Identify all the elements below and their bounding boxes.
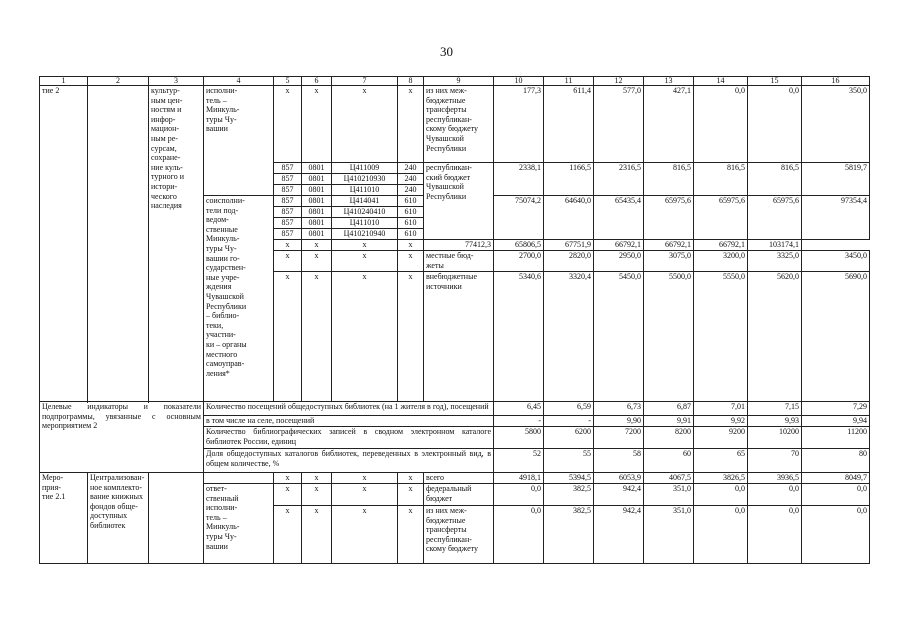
table-row: [40, 86, 870, 163]
code-cell: 0801: [302, 163, 332, 174]
value-cell: 0,0: [694, 86, 748, 163]
funding-source: из них меж- бюджетные трансферты республикан- скому бюджету Чувашской Республики: [424, 86, 494, 163]
code-cell: 610: [398, 229, 424, 240]
code-cell: 610: [398, 196, 424, 207]
value-cell: 80: [802, 449, 870, 473]
code-cell: x: [274, 251, 302, 272]
value-cell: 9200: [694, 427, 748, 449]
code-cell: x: [302, 272, 332, 402]
value-cell: 58: [594, 449, 644, 473]
code-cell: x: [398, 473, 424, 484]
value-cell: 0,0: [748, 484, 802, 506]
executor-label: ответ- ственный исполни- тель – Минкуль- туры Чу- вашии: [204, 484, 274, 564]
value-cell: 6200: [544, 427, 594, 449]
value-cell: -: [544, 416, 594, 427]
code-cell: x: [274, 484, 302, 506]
value-cell: 65: [694, 449, 748, 473]
value-cell: 8049,7: [802, 473, 870, 484]
value-cell: 2820,0: [544, 251, 594, 272]
code-cell: 0801: [302, 207, 332, 218]
value-cell: 2316,5: [594, 163, 644, 196]
header-cell: 15: [748, 77, 802, 86]
value-cell: 0,0: [748, 506, 802, 564]
value-cell: 5340,6: [494, 272, 544, 402]
value-cell: 177,3: [494, 86, 544, 163]
value-cell: 816,5: [644, 163, 694, 196]
indicator-row: [40, 402, 870, 416]
value-cell: 0,0: [802, 484, 870, 506]
value-cell: 0,0: [802, 506, 870, 564]
value-cell: -: [494, 416, 544, 427]
funding-source: всего: [424, 473, 494, 484]
value-cell: 97354,4: [802, 196, 870, 240]
value-cell: 0,0: [694, 484, 748, 506]
value-cell: 0,0: [694, 506, 748, 564]
code-cell: 857: [274, 196, 302, 207]
value-cell: 6,45: [494, 402, 544, 416]
page-number: 30: [440, 44, 453, 59]
code-cell: 857: [274, 207, 302, 218]
code-cell: 610: [398, 207, 424, 218]
header-cell: 13: [644, 77, 694, 86]
value-cell: 77412,3: [424, 240, 494, 251]
code-cell: x: [274, 272, 302, 402]
code-cell: 240: [398, 163, 424, 174]
value-cell: 351,0: [644, 506, 694, 564]
header-cell: 8: [398, 77, 424, 86]
value-cell: 11200: [802, 427, 870, 449]
header-cell: 10: [494, 77, 544, 86]
value-cell: 65975,6: [694, 196, 748, 240]
indicator-text: Количество библиографических записей в сводном электронном каталоге библиотек России, единиц: [204, 427, 494, 449]
value-cell: 103174,1: [748, 240, 802, 251]
value-cell: 7,29: [802, 402, 870, 416]
value-cell: 7,15: [748, 402, 802, 416]
code-cell: Ц410210940: [332, 229, 398, 240]
code-cell: 0801: [302, 174, 332, 185]
code-cell: Ц411010: [332, 218, 398, 229]
value-cell: 65975,6: [748, 196, 802, 240]
value-cell: 942,4: [594, 506, 644, 564]
value-cell: 66792,1: [694, 240, 748, 251]
value-cell: 66792,1: [594, 240, 644, 251]
value-cell: 942,4: [594, 484, 644, 506]
code-cell: 0801: [302, 185, 332, 196]
value-cell: 611,4: [544, 86, 594, 163]
value-cell: 9,90: [594, 416, 644, 427]
code-cell: x: [302, 251, 332, 272]
header-cell: 7: [332, 77, 398, 86]
code-cell: Ц410240410: [332, 207, 398, 218]
funding-source: из них меж- бюджетные трансферты республикан- скому бюджету: [424, 506, 494, 564]
value-cell: 3936,5: [748, 473, 802, 484]
table-row: [40, 473, 870, 484]
header-cell: 6: [302, 77, 332, 86]
value-cell: 382,5: [544, 506, 594, 564]
value-cell: 9,91: [644, 416, 694, 427]
code-cell: x: [398, 240, 424, 251]
value-cell: 5394,5: [544, 473, 594, 484]
code-cell: 0801: [302, 229, 332, 240]
value-cell: 350,0: [802, 86, 870, 163]
value-cell: 75074,2: [494, 196, 544, 240]
code-cell: Ц410210930: [332, 174, 398, 185]
code-cell: x: [332, 240, 398, 251]
code-cell: 0801: [302, 196, 332, 207]
value-cell: 67751,9: [544, 240, 594, 251]
value-cell: 382,5: [544, 484, 594, 506]
value-cell: 3320,4: [544, 272, 594, 402]
code-cell: x: [302, 506, 332, 564]
funding-source: местные бюд- жеты: [424, 251, 494, 272]
indicator-text: в том числе на селе, посещений: [204, 416, 494, 427]
value-cell: 7,01: [694, 402, 748, 416]
empty-cell: [204, 473, 274, 484]
header-cell: 3: [149, 77, 204, 86]
code-cell: 857: [274, 163, 302, 174]
value-cell: 3325,0: [748, 251, 802, 272]
value-cell: 64640,0: [544, 196, 594, 240]
header-cell: 1: [40, 77, 88, 86]
value-cell: 816,5: [694, 163, 748, 196]
value-cell: 3200,0: [694, 251, 748, 272]
header-cell: 11: [544, 77, 594, 86]
value-cell: 52: [494, 449, 544, 473]
value-cell: 1166,5: [544, 163, 594, 196]
value-cell: 5450,0: [594, 272, 644, 402]
value-cell: 5500,0: [644, 272, 694, 402]
header-row: [40, 77, 870, 86]
value-cell: 351,0: [644, 484, 694, 506]
code-cell: 610: [398, 218, 424, 229]
indicator-text: Количество посещений общедоступных библиотек (на 1 жителя в год), посещений: [204, 402, 494, 416]
value-cell: 427,1: [644, 86, 694, 163]
value-cell: 9,92: [694, 416, 748, 427]
code-cell: Ц414041: [332, 196, 398, 207]
value-cell: 55: [544, 449, 594, 473]
code-cell: x: [332, 251, 398, 272]
funding-source: федеральный бюджет: [424, 484, 494, 506]
code-cell: 857: [274, 185, 302, 196]
value-cell: 5620,0: [748, 272, 802, 402]
empty-cell: [88, 86, 149, 402]
value-cell: 66792,1: [644, 240, 694, 251]
value-cell: 5800: [494, 427, 544, 449]
code-cell: x: [398, 86, 424, 163]
header-cell: 9: [424, 77, 494, 86]
value-cell: 2338,1: [494, 163, 544, 196]
code-cell: x: [274, 506, 302, 564]
executor-label: исполни- тель – Минкуль- туры Чу- вашии: [204, 86, 274, 196]
code-cell: x: [332, 86, 398, 163]
code-cell: 240: [398, 185, 424, 196]
header-cell: 5: [274, 77, 302, 86]
empty-cell: [149, 473, 204, 564]
value-cell: 5690,0: [802, 272, 870, 402]
code-cell: 857: [274, 229, 302, 240]
value-cell: 4067,5: [644, 473, 694, 484]
indicator-text: Доля общедоступных каталогов библиотек, переведенных в электронный вид, в общем количестве, %: [204, 449, 494, 473]
code-cell: x: [274, 473, 302, 484]
value-cell: 6,59: [544, 402, 594, 416]
section-label: Меро- прия- тие 2.1: [40, 473, 88, 564]
code-cell: x: [302, 86, 332, 163]
value-cell: 60: [644, 449, 694, 473]
value-cell: 3450,0: [802, 251, 870, 272]
code-cell: x: [302, 484, 332, 506]
value-cell: 3826,5: [694, 473, 748, 484]
measure-description: культур- ным цен- ностям и инфор- мацион- ным ре- сурсам, сохране- ние куль- турного и истори- ческого наследия: [149, 86, 204, 402]
value-cell: 577,0: [594, 86, 644, 163]
funding-source: республикан- ский бюджет Чувашской Республики: [424, 163, 494, 240]
value-cell: 2700,0: [494, 251, 544, 272]
code-cell: Ц411009: [332, 163, 398, 174]
value-cell: 3075,0: [644, 251, 694, 272]
section-label: тие 2: [40, 86, 88, 402]
code-cell: 240: [398, 174, 424, 185]
value-cell: 0,0: [494, 506, 544, 564]
value-cell: 6,73: [594, 402, 644, 416]
code-cell: x: [274, 86, 302, 163]
code-cell: x: [398, 506, 424, 564]
value-cell: 0,0: [748, 86, 802, 163]
value-cell: 65806,5: [494, 240, 544, 251]
header-cell: 16: [802, 77, 870, 86]
value-cell: 10200: [748, 427, 802, 449]
funding-source: внебюджетные источники: [424, 272, 494, 402]
code-cell: x: [332, 272, 398, 402]
code-cell: x: [332, 473, 398, 484]
value-cell: 0,0: [494, 484, 544, 506]
value-cell: 816,5: [748, 163, 802, 196]
code-cell: Ц411010: [332, 185, 398, 196]
budget-table: [39, 76, 870, 564]
value-cell: 9,94: [802, 416, 870, 427]
code-cell: 857: [274, 218, 302, 229]
value-cell: 4918,1: [494, 473, 544, 484]
code-cell: x: [398, 484, 424, 506]
value-cell: 70: [748, 449, 802, 473]
value-cell: 65435,4: [594, 196, 644, 240]
co-executor-label: соисполни- тели под- ведом- ственные Минкуль- туры Чу- вашии го- сударствен- ные учре- ждения Чувашской Республики – библио- теки, участни- ки – органы местного самоуправ- ления*: [204, 196, 274, 402]
code-cell: x: [332, 506, 398, 564]
code-cell: 0801: [302, 218, 332, 229]
value-cell: 5550,0: [694, 272, 748, 402]
code-cell: 857: [274, 174, 302, 185]
code-cell: x: [274, 240, 302, 251]
code-cell: x: [302, 473, 332, 484]
value-cell: 5819,7: [802, 163, 870, 196]
value-cell: 8200: [644, 427, 694, 449]
measure-title: Централизован- ное комплекто- вание книжных фондов обще- доступных библиотек: [88, 473, 149, 564]
code-cell: x: [398, 272, 424, 402]
value-cell: 6,87: [644, 402, 694, 416]
code-cell: x: [398, 251, 424, 272]
value-cell: 9,93: [748, 416, 802, 427]
header-cell: 14: [694, 77, 748, 86]
value-cell: 6053,9: [594, 473, 644, 484]
indicators-label: Целевые индикаторы и показатели подпрограммы, увязанные с основным мероприятием 2: [40, 402, 204, 473]
header-cell: 12: [594, 77, 644, 86]
value-cell: 2950,0: [594, 251, 644, 272]
header-cell: 4: [204, 77, 274, 86]
code-cell: x: [302, 240, 332, 251]
value-cell: 65975,6: [644, 196, 694, 240]
code-cell: x: [332, 484, 398, 506]
header-cell: 2: [88, 77, 149, 86]
value-cell: 7200: [594, 427, 644, 449]
